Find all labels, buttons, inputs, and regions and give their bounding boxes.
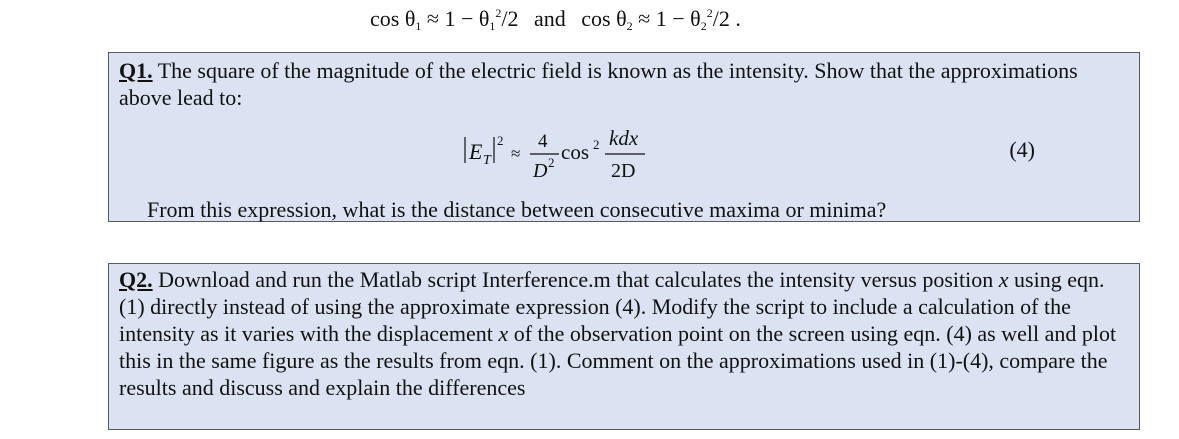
approx2-subscript: 2 xyxy=(700,19,707,33)
top-approximation-equation xyxy=(370,6,741,34)
cos-theta1: cos θ xyxy=(370,6,416,31)
fraction1-denominator-d: D xyxy=(533,160,548,182)
theta2-subscript: 2 xyxy=(626,19,633,33)
fraction2-denominator: 2D xyxy=(611,160,636,182)
lhs-e: E xyxy=(469,139,483,164)
approx2-superscript: 2 xyxy=(706,6,713,20)
equation-number: (4) xyxy=(1009,137,1035,162)
question-1-label: Q1. xyxy=(119,58,153,83)
approx-expression-1: ≈ 1 − θ xyxy=(421,6,490,31)
cos-theta2: cos θ xyxy=(581,6,627,31)
approx1-subscript: 1 xyxy=(489,19,496,33)
approx-expression-2: ≈ 1 − θ xyxy=(632,6,701,31)
cos-sup: 2 xyxy=(593,137,600,152)
variable-x-2: x xyxy=(498,321,509,346)
question-2-text xyxy=(119,266,1127,401)
question-2-label: Q2. xyxy=(119,267,153,292)
question-2-body-part2: using eqn. (1) directly instead of using the approximate expression (4). Modify the script to include a calculation of the intensity as it varies with the displacement xyxy=(119,267,1105,346)
and-word: and xyxy=(534,6,566,31)
question-1-body: The square of the magnitude of the electric field is known as the intensity. Show that the approximations above lead to: xyxy=(119,58,1078,110)
fraction1-denominator-sup: 2 xyxy=(548,155,555,170)
approx1-tail: /2 xyxy=(501,6,519,31)
question-1-text xyxy=(119,57,1127,111)
lhs-sup: 2 xyxy=(497,133,504,148)
question-2-body-part3: of the observation point on the screen using eqn. (4) as well and plot this in the same figure as the results from eqn. (1). Comment on the approximations used in (1)-(4), compare the results and discuss and explain the differences xyxy=(119,321,1117,400)
question-1-follow-up: From this expression, what is the distance between consecutive maxima or minima? xyxy=(147,197,887,222)
question-1-box xyxy=(108,52,1140,222)
question-2-body-part1: Download and run the Matlab script Interference.m that calculates the intensity versus position xyxy=(152,267,999,292)
theta1-subscript: 1 xyxy=(415,19,422,33)
lhs-t: T xyxy=(483,153,491,168)
question-2-box xyxy=(108,263,1140,430)
cos-word: cos xyxy=(561,140,589,164)
approx-symbol: ≈ xyxy=(511,144,521,163)
approx2-tail: /2 . xyxy=(712,6,741,31)
approx1-superscript: 2 xyxy=(495,6,502,20)
fraction2-numerator: kdx xyxy=(609,126,639,150)
intensity-formula xyxy=(459,121,679,183)
fraction1-numerator: 4 xyxy=(538,131,548,152)
variable-x: x xyxy=(998,267,1009,292)
